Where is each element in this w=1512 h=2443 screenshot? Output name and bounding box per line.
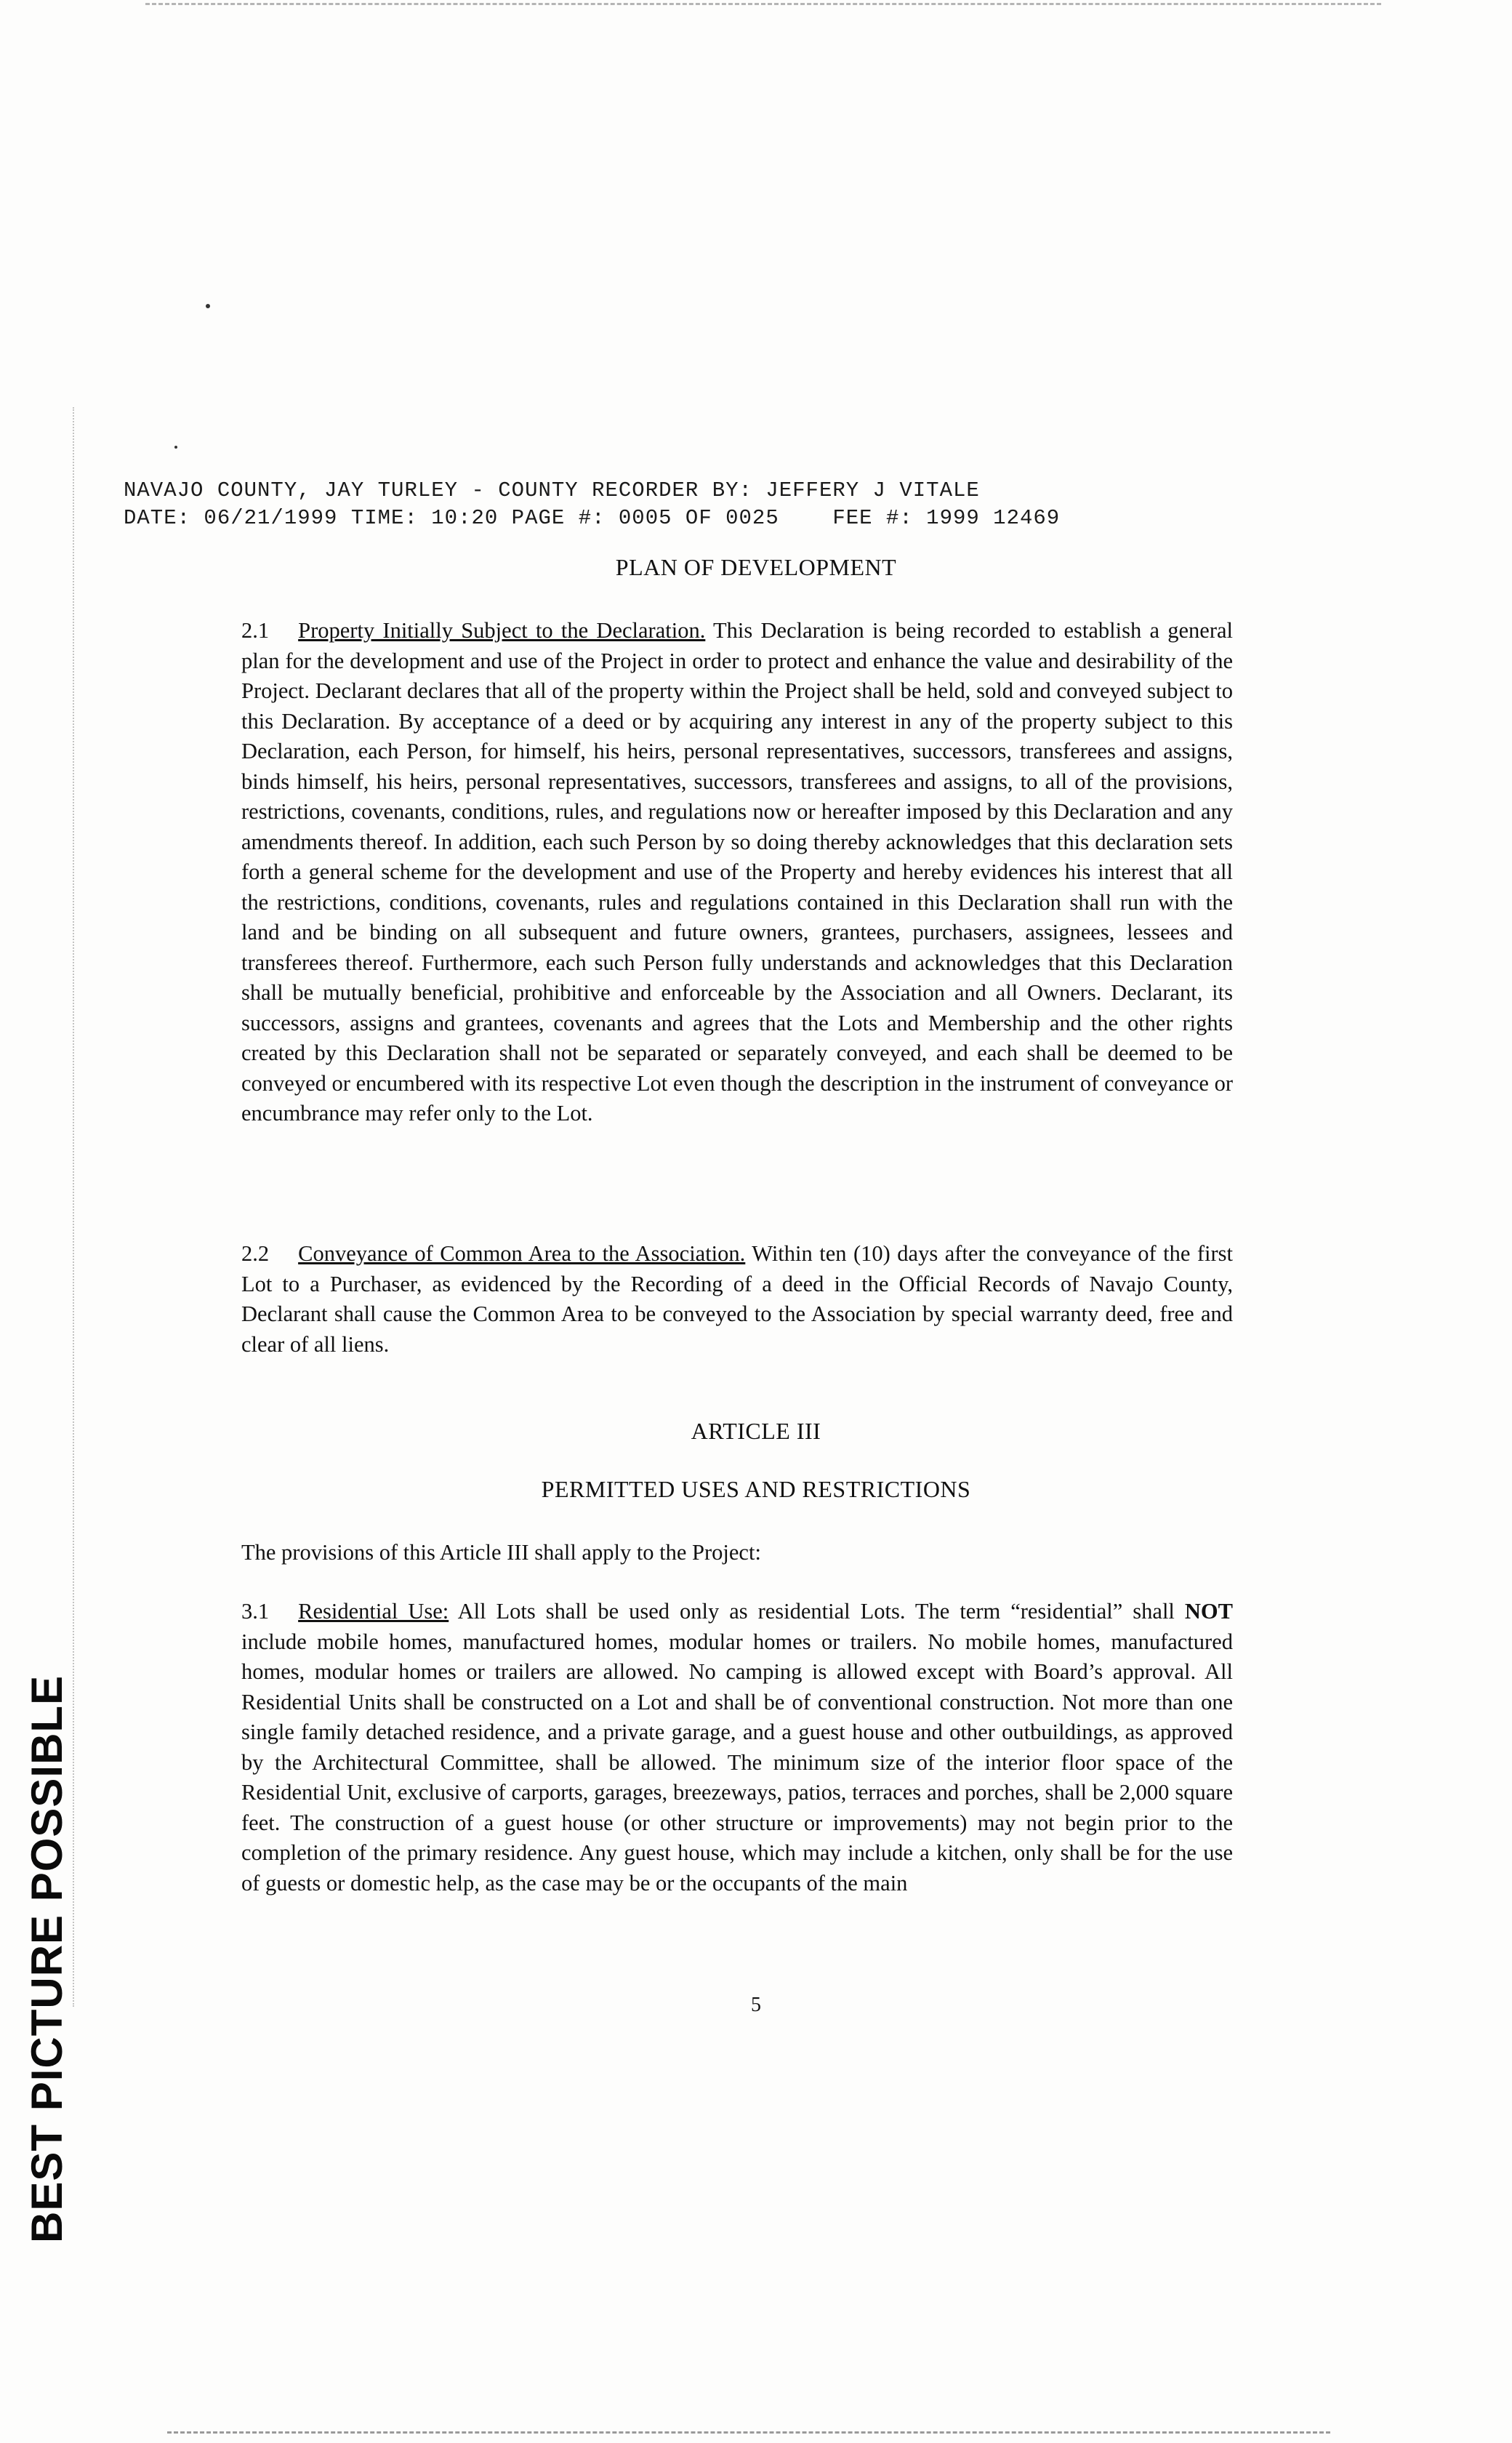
page-number: 5 [751,1994,761,2016]
section-caption: Residential Use: [298,1599,449,1624]
scan-artifact-left-edge [73,407,76,2007]
scan-artifact-bottom [167,2431,1330,2436]
section-body-b: include mobile homes, manufactured homes, modular homes or trailers. No mobile homes, manufactured homes, modular homes or trailers are allowed. No camping is allowed except with Board’s approval. All Residential Units shall be constructed on a Lot and shall be of conventional construction. Not more than one single family detached residence, and a private garage, and a guest house and other outbuildings, as approved by the Architectural Committee, shall be allowed. The minimum size of the interior floor space of the Residential Unit, exclusive of carports, garages, breezeways, patios, terraces and porches, shall be 2,000 square feet. The construction of a guest house (or other structure or improvements) may not begin prior to the completion of the primary residence. Any guest house, which may include a kitchen, only shall be for the use of guests or domestic help, as the case may be or the occupants of the main [241,1629,1233,1896]
article-subheading: PERMITTED USES AND RESTRICTIONS [541,1476,971,1502]
scan-artifact-top [145,3,1381,7]
section-body: This Declaration is being recorded to establish a general plan for the development and use of the Project in order to protect and enhance the value and desirability of the Project. Declarant declares that all of the property within the Project shall be held, sold and conveyed subject to this Declaration. By acceptance of a deed or by acquiring any interest in any of the property subject to this Declaration, each Person, for himself, his heirs, personal representatives, successors, transferees and assigns, binds himself, his heirs, personal representatives, successors, transferees and assigns, to all of the provisions, restrictions, covenants, conditions, rules, and regulations now or hereafter imposed by this Declaration and any amendments thereof. In addition, each such Person by so doing thereby acknowledges that this declaration sets forth a general scheme for the development and use of the Property and hereby evidences his interest that all the restrictions, conditions, covenants, rules and regulations contained in this Declaration shall run with the land and be binding on all subsequent and future owners, grantees, purchasers, assignees, lessees and transferees thereof. Furthermore, each such Person fully understands and acknowledges that this Declaration shall be mutually beneficial, prohibitive and enforceable by the Association and all Owners. Declarant, its successors, assigns and grantees, covenants and agrees that the Lots and Membership and the other rights created by this Declaration shall not be separated or separately conveyed, and each shall be deemed to be conveyed or encumbered with its respective Lot even though the description in the instrument of conveyance or encumbrance may refer only to the Lot. [241,618,1234,1126]
section-caption: Property Initially Subject to the Declaration. [298,618,706,643]
section-number: 2.2 [241,1241,270,1266]
article-intro: The provisions of this Article III shall apply to the Project: [241,1540,761,1565]
section-title: PLAN OF DEVELOPMENT [615,554,897,580]
scan-speck [174,446,177,449]
article-heading: ARTICLE III [691,1418,821,1444]
section-number: 2.1 [241,618,270,643]
scan-speck [206,304,210,308]
section-caption: Conveyance of Common Area to the Association. [298,1241,746,1266]
paragraph-3-1 [241,1597,1233,1898]
section-body-a: All Lots shall be used only as residential Lots. The term “residential” shall [457,1599,1175,1624]
section-body: Within ten (10) days after the conveyance of the first Lot to a Purchaser, as evidenced by the Recording of a deed in the Official Records of Navajo County, Declarant shall cause the Common Area to be conveyed to the Association by special warranty deed, free and clear of all liens. [241,1241,1234,1357]
recorder-line-1: NAVAJO COUNTY, JAY TURLEY - COUNTY RECORDER BY: JEFFERY J VITALE [124,478,980,502]
recorder-line-2: DATE: 06/21/1999 TIME: 10:20 PAGE #: 0005 OF 0025 FEE #: 1999 12469 [124,506,1061,530]
emphasis-not: NOT [1184,1599,1233,1624]
best-picture-stamp: BEST PICTURE POSSIBLE [23,1674,71,2243]
recorder-stamp [124,477,1060,532]
paragraph-2-1 [241,616,1233,1129]
section-number: 3.1 [241,1599,270,1624]
paragraph-2-2 [241,1239,1233,1360]
